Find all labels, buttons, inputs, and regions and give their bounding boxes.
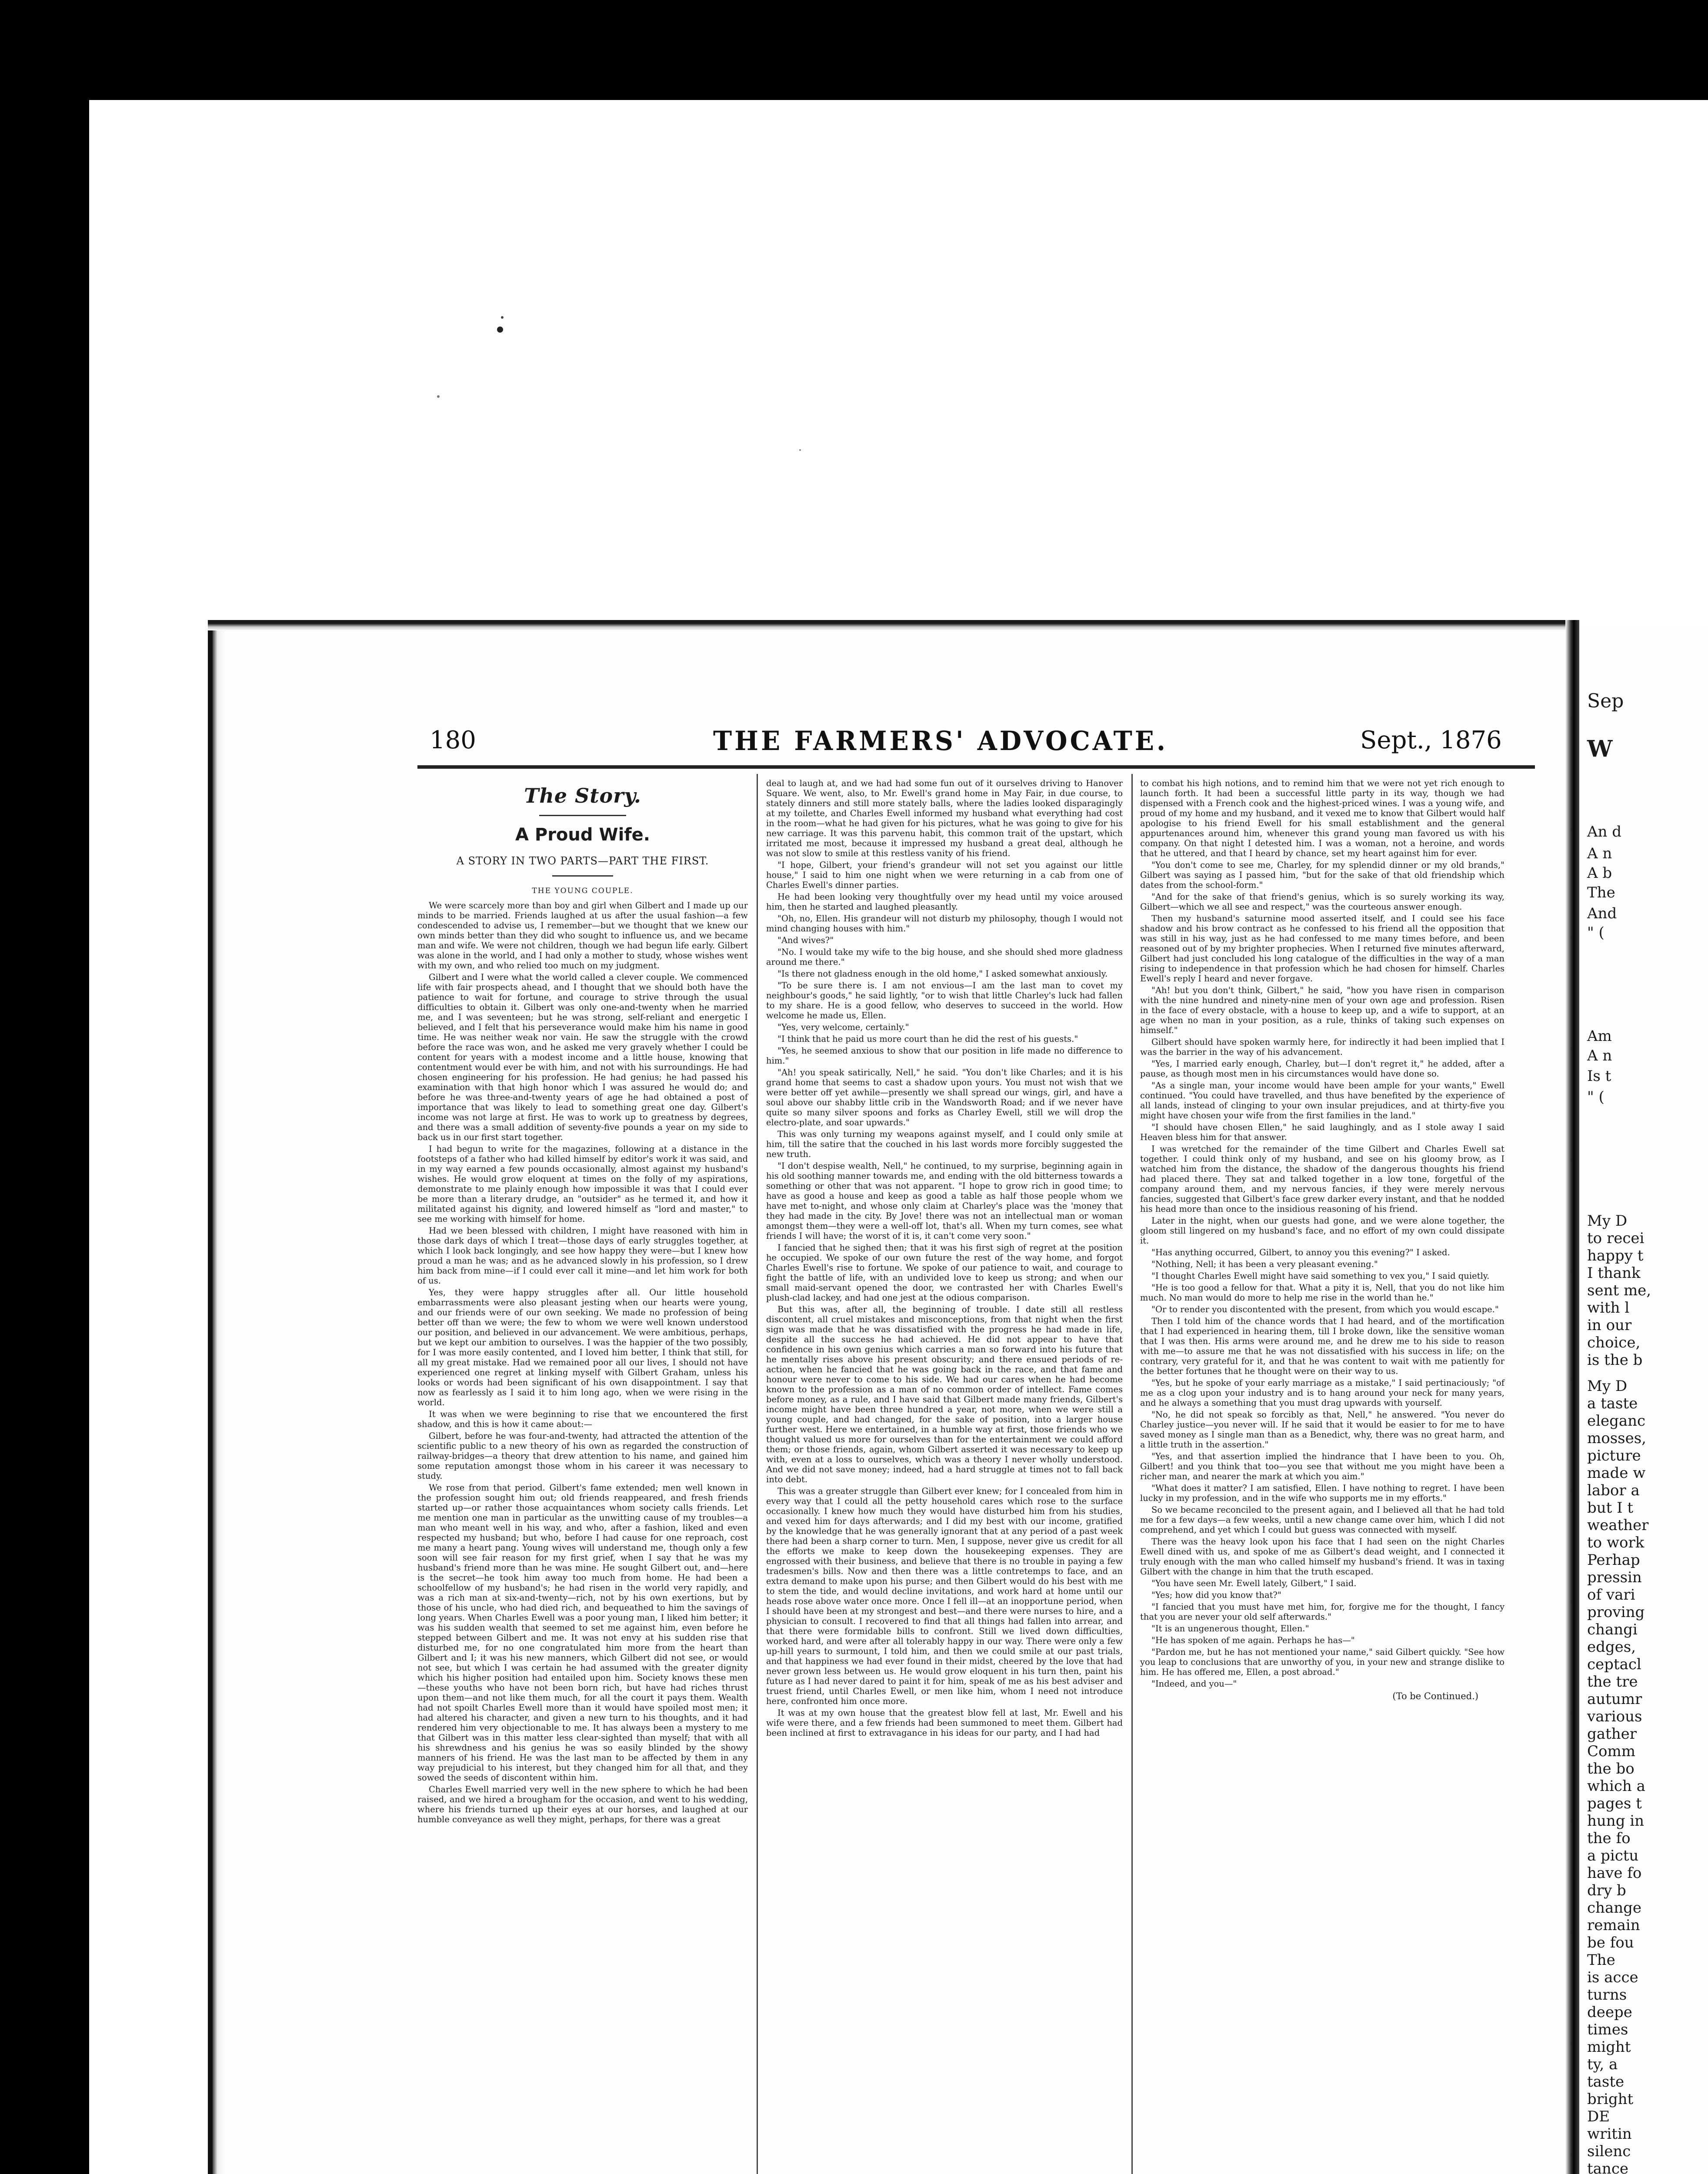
facing-page-line: Am bbox=[1587, 1027, 1612, 1045]
page-number: 180 bbox=[430, 726, 476, 754]
facing-page-line: gather bbox=[1587, 1725, 1637, 1743]
page-top-edge bbox=[208, 620, 1565, 630]
column-2-body bbox=[766, 778, 1123, 1738]
story-subtitle: A STORY IN TWO PARTS—PART THE FIRST. bbox=[456, 855, 709, 867]
facing-page-line: a pictu bbox=[1587, 1847, 1639, 1864]
story-paragraph: "Yes, and that assertion implied the hindrance that I have been to you. Oh, Gilbert! and you think that too—you see that without me you might have been a richer man, and nearer the mark at which you aim." bbox=[1140, 1451, 1505, 1481]
page-gutter bbox=[1565, 620, 1579, 2174]
facing-page-line: the tre bbox=[1587, 1673, 1638, 1691]
story-paragraph: "Yes, but he spoke of your early marriage as a mistake," I said pertinaciously; "of me as a clog upon your industry and is to hang around your neck for many years, and he always a something that you must drag upwards with yourself. bbox=[1140, 1378, 1505, 1408]
facing-page-line: W bbox=[1587, 736, 1613, 762]
story-paragraph: Gilbert, before he was four-and-twenty, had attracted the attention of the scientific public to a new theory of his own as regarded the construction of railway-bridges—a theory that drew attention to his name, and gained him some reputation amongst those whom in his career it was necessary to study. bbox=[417, 1431, 748, 1481]
facing-page-line: DE bbox=[1587, 2108, 1610, 2125]
page-left-edge bbox=[208, 620, 225, 2174]
facing-page-line: My D bbox=[1587, 1377, 1628, 1395]
story-paragraph: "He is too good a fellow for that. What a pity it is, Nell, that you do not like him much. No man would do more to help me rise in the world than he." bbox=[1140, 1283, 1505, 1303]
story-paragraph: "What does it matter? I am satisfied, Ellen. I have nothing to regret. I have been lucky in my profession, and in the wife who supports me in my efforts." bbox=[1140, 1483, 1505, 1503]
story-paragraph: "Or to render you discontented with the present, from which you would escape." bbox=[1151, 1304, 1499, 1314]
facing-page-line: " ( bbox=[1587, 924, 1605, 941]
story-paragraph: So we became reconciled to the present again, and I believed all that he had told me for a few days—a few weeks, until a new change came over him, which I did not comprehend, and yet which I could but guess was connected with myself. bbox=[1140, 1505, 1505, 1535]
facing-page-line: ceptacl bbox=[1587, 1656, 1641, 1673]
story-paragraph: We rose from that period. Gilbert's fame extended; men well known in the profession sought him out; old friends reappeared, and fresh friends started up—or rather those acquaintances whom society calls friends. Let me mention one man in particular as the unwitting cause of my troubles—a man who meant well in his way, and who, after a fashion, liked and even respected my husband; but who, before I had cause for one reproach, cost me many a heart pang. Young wives will understand me, though only a few soon will see fair reason for my first grief, when I say that he was my husband's friend more than he was mine. He sought Gilbert out, and—here is the secret—he took him away too much from home. He had been a schoolfellow of my husband's; he had risen in the world very rapidly, and was a rich man at six-and-twenty—rich, not by his own exertions, but by those of his uncle, who had died rich, and bequeathed to him the savings of long years. When Charles Ewell was a poor young man, I liked him better; it was his sudden wealth that seemed to set me against him, even before he stepped between Gilbert and me. It was not envy at his sudden rise that disturbed me, for no one congratulated him more from the heart than Gilbert and I; it was his new manners, which Gilbert did not see, or would not see, but which I was certain he had assumed with the greater dignity which his higher position had entailed upon him. Society knows these men—these youths who have not been born rich, but have had riches thrust upon them—and not like them much, for all the court it pays them. Wealth had not spoilt Charles Ewell more than it would have spoiled most men; it had altered his character, and given a new turn to his thoughts, and it had rendered him very objectionable to me. It has always been a mystery to me that Gilbert was in this matter less clear-sighted than myself; that with all his shrewdness and his genius he was so easily blinded by the showy manners of his friend. He was the last man to be affected by them in any way prejudicial to his interest, but they changed him for all that, and they sowed the seeds of discontent within him. bbox=[417, 1483, 748, 1783]
facing-page-line: which a bbox=[1587, 1777, 1645, 1795]
facing-page-line: change bbox=[1587, 1899, 1641, 1917]
story-paragraph: "Yes, he seemed anxious to show that our position in life made no difference to him." bbox=[766, 1046, 1123, 1066]
facing-page-line: changi bbox=[1587, 1621, 1638, 1638]
story-paragraph: I had begun to write for the magazines, following at a distance in the footsteps of a father who had killed himself by editor's work it was said, and in my way earned a few pounds occasionally, almost against my husband's wishes. He would grow eloquent at times on the folly of my aspirations, demonstrate to me plainly enough how impossible it was that I could ever be more than a literary drudge, an "outsider" as he termed it, and how it militated against his dignity, and lowered himself as "lord and master," to see me working with himself for home. bbox=[417, 1144, 748, 1224]
facing-page-line: A n bbox=[1587, 845, 1612, 862]
facing-page-line: have fo bbox=[1587, 1864, 1642, 1882]
facing-page-line: edges, bbox=[1587, 1638, 1636, 1656]
story-paragraph: I fancied that he sighed then; that it was his first sigh of regret at the position he occupied. We spoke of our own future the rest of the way home, and forgot Charles Ewell's rise to fortune. We spoke of our patience to wait, and courage to fight the battle of life, with an undivided love to keep us strong; and when our small maid-servant opened the door, we contrasted her with Charles Ewell's plush-clad lackey, and had one jest at the odious comparison. bbox=[766, 1243, 1123, 1303]
facing-page-line: deepe bbox=[1587, 2004, 1632, 2021]
story-paragraph: There was the heavy look upon his face that I had seen on the night Charles Ewell dined with us, and spoke of me as Gilbert's dead weight, and I connected it truly enough with the man who called himself my husband's friend. It was in taxing Gilbert with the change in him that the truth escaped. bbox=[1140, 1537, 1505, 1577]
story-paragraph: "Yes; how did you know that?" bbox=[1151, 1590, 1281, 1600]
facing-page-line: proving bbox=[1587, 1604, 1645, 1621]
facing-page-line: A n bbox=[1587, 1047, 1612, 1064]
facing-page-line: but I t bbox=[1587, 1499, 1634, 1517]
story-paragraph: "As a single man, your income would have been ample for your wants," Ewell continued. "You could have travelled, and thus have benefited by the experience of all lands, instead of clinging to your own insular prejudices, and at thirty-five you might have chosen your wife from the first families in the land." bbox=[1140, 1080, 1505, 1120]
story-paragraph: We were scarcely more than boy and girl when Gilbert and I made up our minds to be married. Friends laughed at us after the usual fashion—a few condescended to advise us, I remember—but we thought that we knew our own minds better than they did who sought to influence us, and we became man and wife. We were not children, though we had begun life early. Gilbert was alone in the world, and I had only a mother to study, whose wishes went with my own, and who relied too much on my judgment. bbox=[417, 900, 748, 970]
story-paragraph: "Yes, I married early enough, Charley, but—I don't regret it," he added, after a pause, as though most men in his circumstances would have done so. bbox=[1140, 1059, 1505, 1079]
story-paragraph: "It is an ungenerous thought, Ellen." bbox=[1151, 1624, 1309, 1634]
facing-page-line: hung in bbox=[1587, 1812, 1645, 1830]
title-rule bbox=[552, 875, 613, 877]
facing-page-line: choice, bbox=[1587, 1334, 1641, 1351]
story-paragraph: "To be sure there is. I am not envious—I am the last man to covet my neighbour's goods," he said lightly, "or to wish that little Charley's luck had fallen to my share. He is a good fellow, who deserves to succeed in the world. How welcome he made us, Ellen. bbox=[766, 980, 1123, 1020]
facing-page-line: happy t bbox=[1587, 1247, 1644, 1264]
facing-page-line: to work bbox=[1587, 1534, 1645, 1551]
story-paragraph: "He has spoken of me again. Perhaps he has—" bbox=[1151, 1635, 1355, 1645]
facing-page-line: to recei bbox=[1587, 1230, 1645, 1247]
facing-page-line: silenc bbox=[1587, 2143, 1631, 2160]
story-paragraph: "I should have chosen Ellen," he said laughingly, and as I stole away I said Heaven bless him for that answer. bbox=[1140, 1122, 1505, 1142]
facing-page-line: taste bbox=[1587, 2073, 1625, 2091]
facing-page-line: dry b bbox=[1587, 1882, 1626, 1899]
facing-page-line: I thank bbox=[1587, 1264, 1641, 1282]
story-paragraph: He had been looking very thoughtfully over my head until my voice aroused him, then he started and laughed pleasantly. bbox=[766, 892, 1123, 912]
story-paragraph: Gilbert should have spoken warmly here, for indirectly it had been implied that I was the barrier in the way of his advancement. bbox=[1140, 1037, 1505, 1057]
facing-page-line: Comm bbox=[1587, 1743, 1635, 1760]
story-paragraph: "Oh, no, Ellen. His grandeur will not disturb my philosophy, though I would not mind changing houses with him." bbox=[766, 914, 1123, 934]
story-paragraph: "No. I would take my wife to the big house, and she should shed more gladness around me there." bbox=[766, 947, 1123, 967]
story-paragraph: I was wretched for the remainder of the time Gilbert and Charles Ewell sat together. I could think only of my husband, and see on his gloomy brow, as I watched him from the distance, the shadow of the dangerous thoughts his friend had placed there. They sat and talked together in a low tone, forgetful of the company around them, and my nervous fancies, if they were merely nervous fancies, suggested that Gilbert's face grew darker every instant, and that he nodded his head more than once to the insidious reasoning of his friend. bbox=[1140, 1144, 1505, 1214]
story-paragraph: Had we been blessed with children, I might have reasoned with him in those dark days of which I treat—those days of early struggles together, at which I look back longingly, and see how happy they were—but I knew how proud a man he was; and as he advanced slowly in his profession, so I drew him back from mine—if I could ever call it mine—and let him work for both of us. bbox=[417, 1226, 748, 1286]
column-rule bbox=[1131, 774, 1133, 2174]
facing-page-line: bright bbox=[1587, 2091, 1634, 2108]
story-paragraph: "I fancied that you must have met him, for, forgive me for the thought, I fancy that you are never your old self afterwards." bbox=[1140, 1602, 1505, 1622]
story-paragraph: Then I told him of the chance words that I had heard, and of the mortification that I had experienced in hearing them, till I broke down, like the sensitive woman that I was then. His arms were around me, and he drew me to his side to reason with me—to assure me that he was not dissatisfied with his success in life; on the contrary, very grateful for it, and that he was content to wait with me patiently for the better fortunes that he thought were on their way to us. bbox=[1140, 1316, 1505, 1376]
story-paragraph: "I think that he paid us more court than he did the rest of his guests." bbox=[777, 1034, 1078, 1044]
story-title: A Proud Wife. bbox=[515, 825, 650, 845]
story-paragraph: "I don't despise wealth, Nell," he continued, to my surprise, beginning again in his old soothing manner towards me, and ending with the old bitterness towards a something or other that was not apparent. "I hope to grow rich in good time; to have as good a house and keep as good a table as half those people whom we have met to-night, and whose only claim at Charley's place was the 'money that they had made in the city. By Jove! there was not an intellectual man or woman amongst them—they were a well-off lot, that's all. When my turn comes, see what friends I will have; the worst of it is, it can't come very soon." bbox=[766, 1161, 1123, 1241]
story-paragraph: This was only turning my weapons against myself, and I could only smile at him, till the satire that the couched in his last words more forcibly suggested the new truth. bbox=[766, 1129, 1123, 1159]
facing-page-line: labor a bbox=[1587, 1482, 1640, 1499]
facing-page-line: various bbox=[1587, 1708, 1642, 1725]
story-paragraph: "And wives?" bbox=[777, 935, 834, 945]
section-heading: The Story. bbox=[524, 784, 641, 807]
story-paragraph: "I hope, Gilbert, your friend's grandeur will not set you against our little house," I said to him one night when we were returning in a cab from one of Charles Ewell's dinner parties. bbox=[766, 860, 1123, 890]
story-paragraph: But this was, after all, the beginning of trouble. I date still all restless discontent, all cruel mistakes and misconceptions, from that night when the first sign was made that he was dissatisfied with the progress he had made in life, despite all the success he had achieved. He did not appear to have that confidence in his own genius which carries a man so forward into his future that he mentally rises above his present obscurity; and there ensued periods of re-action, when he fancied that he was going back in the race, and that fame and honour were never to come to his side. We had our cares when he had become known to the profession as a man of no common order of intellect. Fame comes before money, as a rule, and I have said that Gilbert made many friends, Gilbert's income might have been three hundred a year, not more, when we were still a young couple, and had changed, for the sake of position, into a larger house further west. Here we entertained, in a humble way at first, those friends who we thought valued us more for ourselves than for the entertainment we could afford them; or those friends, again, whom Gilbert asserted it was necessary to keep up with, even at a loss to ourselves, which was a theory I never wholly understood. And we did not save money; indeed, had a hard struggle at times not to fall back into debt. bbox=[766, 1304, 1123, 1484]
facing-page-line: ty, a bbox=[1587, 2056, 1618, 2073]
facing-page-line: eleganc bbox=[1587, 1412, 1646, 1430]
header-rule bbox=[417, 765, 1535, 769]
facing-page-line: a taste bbox=[1587, 1395, 1638, 1412]
story-paragraph: to combat his high notions, and to remind him that we were not yet rich enough to launch forth. It had been a successful little party in its way, though we had dispensed with a French cook and the highest-priced wines. I was a young wife, and proud of my home and my husband, and it vexed me to know that Gilbert would half apologise to his friend Ewell for his small establishment and the general appurtenances around him, whenever this grand young man favored us with his company. On that night I detested him. I was a woman, not a heroine, and words that he uttered, and that I heard by chance, set my heart against him for ever. bbox=[1140, 778, 1505, 858]
facing-page-line: of vari bbox=[1587, 1586, 1635, 1604]
story-paragraph: Yes, they were happy struggles after all. Our little household embarrassments were also pleasant jesting when our hearts were young, and our friends were of our own seeking. We made no profession of being better off than we were; the few to whom we were well known understood our position, and believed in our advancement. We were ambitious, perhaps, but we kept our ambition to ourselves. I was the happier of the two possibly, for I was more easily contented, and I loved him better, I think that still, for all my great mistake. Had we remained poor all our lives, I should not have experienced one regret at linking myself with Gilbert Graham, unless his looks or words had been significant of his own disappointment. I say that now as fearlessly as I said it to him long ago, when we were rising in the world. bbox=[417, 1287, 748, 1407]
story-paragraph: Later in the night, when our guests had gone, and we were alone together, the gloom still lingered on my husband's face, and no effort of my own could dissipate it. bbox=[1140, 1216, 1505, 1246]
column-2 bbox=[766, 778, 1123, 1740]
facing-page-line: picture bbox=[1587, 1447, 1641, 1464]
story-paragraph: Gilbert and I were what the world called a clever couple. We commenced life with fair prospects ahead, and I thought that we should both have the patience to wait for fortune, and courage to strive through the usual difficulties to obtain it. Gilbert was only one-and-twenty when he married me, and I was seventeen; but he was strong, self-reliant and energetic I believed, and I felt that his perseverance would make him his name in good time. He was neither weak nor vain. He saw the struggle with the crowd before the race was won, and he asked me very gravely whether I could be content for years with a modest income and a little house, knowing that contentment would ever be with him, and not with his surroundings. He had chosen engineering for his profession. He had genius; he had passed his examination with that high honor which I was assured he would do; and before he was three-and-twenty years of age he had obtained a post of importance that was likely to lead to something great one day. Gilbert's income was not large at first. He was to work up to greatness by degrees, and there was a small addition of seventy-five pounds a year on my side to back us in our first start together. bbox=[417, 972, 748, 1142]
story-paragraph: "Ah! but you don't think, Gilbert," he said, "how you have risen in comparison with the nine hundred and ninety-nine men of your own age and profession. Risen in the face of every obstacle, with a house to keep up, and a wife to support, at an age when no man in your position, as a rule, thinks of taking such expenses on himself." bbox=[1140, 985, 1505, 1035]
facing-page-line: is acce bbox=[1587, 1969, 1638, 1986]
story-paragraph: It was when we were beginning to rise that we encountered the first shadow, and this is how it came about:— bbox=[417, 1409, 748, 1429]
facing-page-line: the fo bbox=[1587, 1830, 1631, 1847]
column-rule bbox=[757, 774, 758, 2174]
facing-page-line: pressin bbox=[1587, 1569, 1642, 1586]
facing-page-line: " ( bbox=[1587, 1088, 1605, 1106]
story-paragraph: "Indeed, and you—" bbox=[1151, 1679, 1237, 1689]
facing-page-line: The bbox=[1587, 1951, 1615, 1969]
facing-page-line: might bbox=[1587, 2038, 1631, 2056]
facing-page-line: Sep bbox=[1587, 690, 1624, 712]
facing-page-line: turns bbox=[1587, 1986, 1627, 2004]
story-paragraph: "You don't come to see me, Charley, for my splendid dinner or my old brands," Gilbert was saying as I passed him, "but for the sake of that old friendship which dates from the school-form." bbox=[1140, 860, 1505, 890]
story-paragraph: "Yes, very welcome, certainly." bbox=[777, 1022, 909, 1032]
facing-page-line: pages t bbox=[1587, 1795, 1642, 1812]
facing-page-line: My D bbox=[1587, 1212, 1628, 1230]
chapter-heading: THE YOUNG COUPLE. bbox=[532, 887, 634, 895]
story-paragraph: It was at my own house that the greatest blow fell at last, Mr. Ewell and his wife were there, and a few friends had been summoned to meet them. Gilbert had been inclined at first to extravagance in his ideas for our party, and I had had bbox=[766, 1708, 1123, 1738]
story-paragraph: "Pardon me, but he has not mentioned your name," said Gilbert quickly. "See how you leap to conclusions that are unworthy of you, in your new and strange dislike to him. He has offered me, Ellen, a post abroad." bbox=[1140, 1647, 1505, 1677]
facing-page-line: the bo bbox=[1587, 1760, 1635, 1777]
story-paragraph: "And for the sake of that friend's genius, which is so surely working its way, Gilbert—which we all see and respect," was the courteous answer enough. bbox=[1140, 892, 1505, 912]
facing-page-line: Is t bbox=[1587, 1067, 1611, 1085]
story-paragraph: This was a greater struggle than Gilbert ever knew; for I concealed from him in every way that I could all the petty household cares which rose to the surface occasionally. I knew how much they would have disturbed him from his studies, and vexed him for days afterwards; and I did my best with our income, gratified by the knowledge that he was generally ignorant that at any period of a past week there had been a sharp corner to turn. Men, I suppose, never give us credit for all the efforts we make to keep down the housekeeping expenses. They are engrossed with their business, and believe that there is no trouble in paying a few tradesmen's bills. Now and then there was a little contretemps to face, and an extra demand to make upon his purse; and then Gilbert would do his best with me to stem the tide, and would decline invitations, and work hard at home until our heads rose above water once more. Once I fell ill—at an inopportune period, when I should have been at my strongest and best—and there were nurses to hire, and a physician to consult. I recovered to find that all things had fallen into arrear, and that there were formidable bills to confront. Still we lived down difficulties, worked hard, and were after all tolerably happy in our way. There were only a few up-hill years to surmount, I told him, and then we could smile at our past trials, and that happiness we had ever found in their midst, cheered by the love that had never grown less between us. He would grow eloquent in his turn then, paint his future as I had never dared to paint it for him, speak of me as his best adviser and truest friend, until Charles Ewell, or men like him, whom I need not introduce here, confronted him once more. bbox=[766, 1486, 1123, 1706]
story-paragraph: "No, he did not speak so forcibly as that, Nell," he answered. "You never do Charley justice—you never will. If he said that it would be easier to for me to have saved money as I single man than as a Benedict, why, there was no great harm, and a little truth in the assertion." bbox=[1140, 1410, 1505, 1450]
facing-page-line: writin bbox=[1587, 2125, 1632, 2143]
story-paragraph: "Is there not gladness enough in the old home," I asked somewhat anxiously. bbox=[777, 969, 1108, 979]
story-paragraph: "Ah! you speak satirically, Nell," he said. "You don't like Charles; and it is his grand home that seems to cast a shadow upon yours. You must not wish that we were better off yet awhile—presently we shall spread our wings, girl, and have a soul above our shabby little crib in the Wandsworth Road; and if we never have quite so many silver spoons and forks as Charley Ewell, still we will drop the electro-plate, and soar upwards." bbox=[766, 1067, 1123, 1127]
story-paragraph: "Has anything occurred, Gilbert, to annoy you this evening?" I asked. bbox=[1151, 1247, 1450, 1257]
facing-page-line: The bbox=[1587, 884, 1615, 901]
story-paragraph: Charles Ewell married very well in the new sphere to which he had been raised, and we hired a brougham for the occasion, and went to his wedding, where his friends turned up their eyes at our horses, and laughed at our humble conveyance as well they might, perhaps, for there was a great bbox=[417, 1784, 748, 1824]
story-paragraph: "I thought Charles Ewell might have said something to vex you," I said quietly. bbox=[1151, 1271, 1490, 1281]
continued-note: (To be Continued.) bbox=[1392, 1691, 1478, 1701]
facing-page-line: sent me, bbox=[1587, 1282, 1651, 1299]
story-paragraph: Then my husband's saturnine mood asserted itself, and I could see his face shadow and his brow contract as he confessed to his friend all the opposition that was still in his way, just as he had confessed to me many times before, and been reasoned out of by my brighter prophecies. When I returned five minutes afterward, Gilbert had just concluded his long catalogue of the difficulties in the way of a man rising to independence in that profession which he had chosen for himself. Charles Ewell's reply I heard and never forgave. bbox=[1140, 914, 1505, 984]
masthead: THE FARMERS' ADVOCATE. bbox=[713, 725, 1168, 757]
column-3 bbox=[1140, 778, 1505, 1701]
facing-page-line: made w bbox=[1587, 1464, 1646, 1482]
facing-page-line: A b bbox=[1587, 864, 1612, 882]
facing-page-line: And bbox=[1587, 905, 1617, 922]
facing-page-line: times bbox=[1587, 2021, 1628, 2038]
facing-page-line: be fou bbox=[1587, 1934, 1634, 1951]
issue-date: Sept., 1876 bbox=[1360, 726, 1502, 754]
facing-page-line: weather bbox=[1587, 1517, 1649, 1534]
section-rule bbox=[539, 815, 626, 816]
facing-page-line: An d bbox=[1587, 823, 1622, 840]
column-3-body bbox=[1140, 778, 1505, 1689]
column-1 bbox=[417, 778, 748, 1826]
story-paragraph: "You have seen Mr. Ewell lately, Gilbert," I said. bbox=[1151, 1578, 1357, 1588]
facing-page-line: mosses, bbox=[1587, 1430, 1646, 1447]
facing-page-line: autumr bbox=[1587, 1691, 1642, 1708]
facing-page-line: tance bbox=[1587, 2160, 1628, 2174]
story-paragraph: "Nothing, Nell; it has been a very pleasant evening." bbox=[1151, 1259, 1378, 1269]
facing-page-line: Perhap bbox=[1587, 1551, 1640, 1569]
facing-page-line: in our bbox=[1587, 1317, 1632, 1334]
column-1-body bbox=[417, 900, 748, 1824]
facing-page-line: is the b bbox=[1587, 1351, 1643, 1369]
facing-page-line: remain bbox=[1587, 1917, 1640, 1934]
facing-page-line: with l bbox=[1587, 1299, 1630, 1317]
story-paragraph: deal to laugh at, and we had had some fun out of it ourselves driving to Hanover Square. We went, also, to Mr. Ewell's grand home in May Fair, in due course, to stately dinners and still more stately balls, where the ladies looked disparagingly at my toilette, and Charles Ewell informed my husband what everything had cost in the room—what he had given for his pictures, what he was going to give for his new carriage. It was this parvenu habit, this common trait of the upstart, which irritated me most, because it impressed my husband a great deal, although he was not slow to smile at this restless vanity of his friend. bbox=[766, 778, 1123, 858]
